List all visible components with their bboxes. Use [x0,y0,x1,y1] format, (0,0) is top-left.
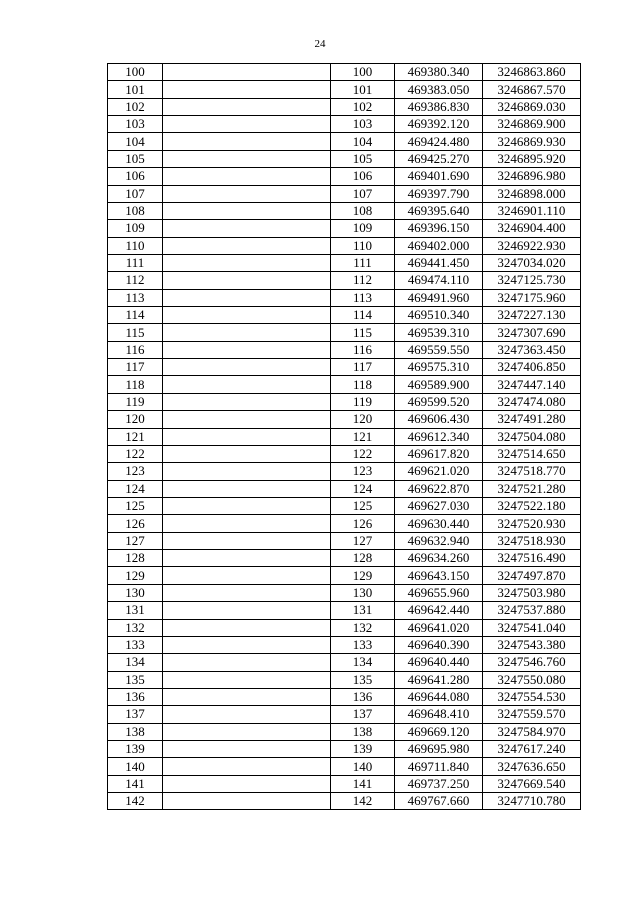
y-coordinate-cell: 3247497.870 [483,567,581,584]
x-coordinate-cell: 469395.640 [395,202,483,219]
y-coordinate-cell: 3247554.530 [483,688,581,705]
point-number-cell: 139 [108,741,163,758]
x-coordinate-cell: 469380.340 [395,64,483,81]
blank-cell [163,775,331,792]
point-number-cell: 120 [108,411,163,428]
point-number-cell: 101 [331,81,395,98]
y-coordinate-cell: 3247541.040 [483,619,581,636]
point-number-cell: 128 [331,550,395,567]
y-coordinate-cell: 3247363.450 [483,341,581,358]
blank-cell [163,515,331,532]
table-row [108,793,581,810]
table-row [108,758,581,775]
point-number-cell: 125 [331,497,395,514]
blank-cell [163,272,331,289]
point-number-cell: 131 [331,602,395,619]
blank-cell [163,654,331,671]
y-coordinate-cell: 3247522.180 [483,497,581,514]
point-number-cell: 119 [108,393,163,410]
point-number-cell: 118 [108,376,163,393]
blank-cell [163,64,331,81]
x-coordinate-cell: 469644.080 [395,688,483,705]
point-number-cell: 100 [331,64,395,81]
x-coordinate-cell: 469767.660 [395,793,483,810]
x-coordinate-cell: 469669.120 [395,723,483,740]
point-number-cell: 138 [331,723,395,740]
table-row [108,341,581,358]
point-number-cell: 139 [331,741,395,758]
x-coordinate-cell: 469642.440 [395,602,483,619]
coordinates-table [107,63,581,810]
table-row [108,550,581,567]
point-number-cell: 107 [108,185,163,202]
point-number-cell: 107 [331,185,395,202]
x-coordinate-cell: 469634.260 [395,550,483,567]
y-coordinate-cell: 3246901.110 [483,202,581,219]
point-number-cell: 119 [331,393,395,410]
point-number-cell: 131 [108,602,163,619]
point-number-cell: 127 [108,532,163,549]
point-number-cell: 114 [108,307,163,324]
blank-cell [163,341,331,358]
blank-cell [163,428,331,445]
blank-cell [163,741,331,758]
point-number-cell: 109 [331,220,395,237]
table-row [108,445,581,462]
table-row [108,220,581,237]
y-coordinate-cell: 3247227.130 [483,307,581,324]
table-row [108,480,581,497]
coordinates-table-body [108,64,581,810]
y-coordinate-cell: 3247537.880 [483,602,581,619]
point-number-cell: 115 [331,324,395,341]
x-coordinate-cell: 469474.110 [395,272,483,289]
x-coordinate-cell: 469606.430 [395,411,483,428]
blank-cell [163,584,331,601]
y-coordinate-cell: 3247518.930 [483,532,581,549]
y-coordinate-cell: 3247617.240 [483,741,581,758]
point-number-cell: 138 [108,723,163,740]
table-row [108,619,581,636]
blank-cell [163,116,331,133]
y-coordinate-cell: 3247406.850 [483,359,581,376]
y-coordinate-cell: 3247550.080 [483,671,581,688]
point-number-cell: 108 [331,202,395,219]
point-number-cell: 133 [108,636,163,653]
blank-cell [163,411,331,428]
table-row [108,706,581,723]
point-number-cell: 136 [108,688,163,705]
point-number-cell: 103 [108,116,163,133]
point-number-cell: 117 [108,359,163,376]
x-coordinate-cell: 469617.820 [395,445,483,462]
blank-cell [163,359,331,376]
x-coordinate-cell: 469641.020 [395,619,483,636]
point-number-cell: 141 [108,775,163,792]
point-number-cell: 135 [331,671,395,688]
blank-cell [163,706,331,723]
point-number-cell: 110 [331,237,395,254]
point-number-cell: 134 [331,654,395,671]
blank-cell [163,480,331,497]
blank-cell [163,324,331,341]
point-number-cell: 126 [331,515,395,532]
y-coordinate-cell: 3246898.000 [483,185,581,202]
table-row [108,497,581,514]
y-coordinate-cell: 3247175.960 [483,289,581,306]
point-number-cell: 120 [331,411,395,428]
point-number-cell: 128 [108,550,163,567]
table-row [108,237,581,254]
point-number-cell: 105 [108,150,163,167]
blank-cell [163,445,331,462]
y-coordinate-cell: 3247584.970 [483,723,581,740]
y-coordinate-cell: 3247474.080 [483,393,581,410]
y-coordinate-cell: 3246895.920 [483,150,581,167]
table-row [108,411,581,428]
point-number-cell: 109 [108,220,163,237]
point-number-cell: 106 [108,168,163,185]
y-coordinate-cell: 3247503.980 [483,584,581,601]
x-coordinate-cell: 469397.790 [395,185,483,202]
blank-cell [163,567,331,584]
blank-cell [163,463,331,480]
x-coordinate-cell: 469402.000 [395,237,483,254]
point-number-cell: 108 [108,202,163,219]
point-number-cell: 110 [108,237,163,254]
y-coordinate-cell: 3246869.900 [483,116,581,133]
y-coordinate-cell: 3247125.730 [483,272,581,289]
y-coordinate-cell: 3247543.380 [483,636,581,653]
point-number-cell: 113 [108,289,163,306]
y-coordinate-cell: 3246869.930 [483,133,581,150]
x-coordinate-cell: 469392.120 [395,116,483,133]
point-number-cell: 121 [108,428,163,445]
x-coordinate-cell: 469575.310 [395,359,483,376]
table-row [108,307,581,324]
point-number-cell: 129 [331,567,395,584]
table-row [108,64,581,81]
point-number-cell: 122 [108,445,163,462]
y-coordinate-cell: 3246863.860 [483,64,581,81]
point-number-cell: 133 [331,636,395,653]
table-row [108,272,581,289]
point-number-cell: 122 [331,445,395,462]
table-row [108,185,581,202]
table-row [108,532,581,549]
point-number-cell: 142 [108,793,163,810]
blank-cell [163,688,331,705]
point-number-cell: 137 [108,706,163,723]
x-coordinate-cell: 469621.020 [395,463,483,480]
x-coordinate-cell: 469630.440 [395,515,483,532]
x-coordinate-cell: 469648.410 [395,706,483,723]
x-coordinate-cell: 469695.980 [395,741,483,758]
point-number-cell: 111 [108,254,163,271]
x-coordinate-cell: 469622.870 [395,480,483,497]
table-row [108,324,581,341]
point-number-cell: 106 [331,168,395,185]
table-row [108,81,581,98]
blank-cell [163,133,331,150]
y-coordinate-cell: 3247034.020 [483,254,581,271]
x-coordinate-cell: 469737.250 [395,775,483,792]
y-coordinate-cell: 3246869.030 [483,98,581,115]
blank-cell [163,671,331,688]
point-number-cell: 116 [108,341,163,358]
y-coordinate-cell: 3246896.980 [483,168,581,185]
x-coordinate-cell: 469627.030 [395,497,483,514]
table-row [108,584,581,601]
point-number-cell: 136 [331,688,395,705]
table-row [108,688,581,705]
blank-cell [163,602,331,619]
table-row [108,775,581,792]
blank-cell [163,619,331,636]
x-coordinate-cell: 469632.940 [395,532,483,549]
blank-cell [163,202,331,219]
point-number-cell: 130 [331,584,395,601]
x-coordinate-cell: 469491.960 [395,289,483,306]
x-coordinate-cell: 469641.280 [395,671,483,688]
y-coordinate-cell: 3247504.080 [483,428,581,445]
point-number-cell: 127 [331,532,395,549]
x-coordinate-cell: 469559.550 [395,341,483,358]
x-coordinate-cell: 469655.960 [395,584,483,601]
point-number-cell: 114 [331,307,395,324]
table-row [108,254,581,271]
page-number: 24 [314,38,326,50]
y-coordinate-cell: 3247636.650 [483,758,581,775]
table-row [108,463,581,480]
blank-cell [163,532,331,549]
blank-cell [163,81,331,98]
y-coordinate-cell: 3246904.400 [483,220,581,237]
point-number-cell: 115 [108,324,163,341]
blank-cell [163,237,331,254]
y-coordinate-cell: 3247710.780 [483,793,581,810]
point-number-cell: 102 [108,98,163,115]
point-number-cell: 100 [108,64,163,81]
point-number-cell: 140 [108,758,163,775]
table-row [108,98,581,115]
x-coordinate-cell: 469711.840 [395,758,483,775]
point-number-cell: 105 [331,150,395,167]
x-coordinate-cell: 469640.440 [395,654,483,671]
point-number-cell: 104 [331,133,395,150]
blank-cell [163,185,331,202]
table-row [108,428,581,445]
table-row [108,602,581,619]
y-coordinate-cell: 3247518.770 [483,463,581,480]
table-row [108,654,581,671]
y-coordinate-cell: 3247516.490 [483,550,581,567]
point-number-cell: 134 [108,654,163,671]
y-coordinate-cell: 3246867.570 [483,81,581,98]
x-coordinate-cell: 469539.310 [395,324,483,341]
y-coordinate-cell: 3247491.280 [483,411,581,428]
table-row [108,289,581,306]
point-number-cell: 129 [108,567,163,584]
table-row [108,741,581,758]
blank-cell [163,376,331,393]
x-coordinate-cell: 469424.480 [395,133,483,150]
blank-cell [163,98,331,115]
table-row [108,116,581,133]
table-row [108,150,581,167]
point-number-cell: 103 [331,116,395,133]
point-number-cell: 140 [331,758,395,775]
point-number-cell: 132 [331,619,395,636]
table-row [108,671,581,688]
y-coordinate-cell: 3246922.930 [483,237,581,254]
point-number-cell: 104 [108,133,163,150]
x-coordinate-cell: 469640.390 [395,636,483,653]
point-number-cell: 102 [331,98,395,115]
point-number-cell: 123 [108,463,163,480]
blank-cell [163,758,331,775]
y-coordinate-cell: 3247546.760 [483,654,581,671]
y-coordinate-cell: 3247521.280 [483,480,581,497]
x-coordinate-cell: 469599.520 [395,393,483,410]
x-coordinate-cell: 469425.270 [395,150,483,167]
point-number-cell: 124 [331,480,395,497]
point-number-cell: 137 [331,706,395,723]
y-coordinate-cell: 3247447.140 [483,376,581,393]
table-row [108,168,581,185]
blank-cell [163,307,331,324]
table-row [108,723,581,740]
x-coordinate-cell: 469396.150 [395,220,483,237]
blank-cell [163,150,331,167]
table-row [108,376,581,393]
table-row [108,567,581,584]
blank-cell [163,393,331,410]
point-number-cell: 117 [331,359,395,376]
y-coordinate-cell: 3247520.930 [483,515,581,532]
table-row [108,515,581,532]
point-number-cell: 118 [331,376,395,393]
table-row [108,393,581,410]
blank-cell [163,254,331,271]
blank-cell [163,497,331,514]
point-number-cell: 101 [108,81,163,98]
blank-cell [163,168,331,185]
table-row [108,359,581,376]
point-number-cell: 142 [331,793,395,810]
point-number-cell: 141 [331,775,395,792]
x-coordinate-cell: 469612.340 [395,428,483,445]
point-number-cell: 123 [331,463,395,480]
table-row [108,202,581,219]
blank-cell [163,636,331,653]
point-number-cell: 112 [108,272,163,289]
point-number-cell: 125 [108,497,163,514]
point-number-cell: 130 [108,584,163,601]
blank-cell [163,220,331,237]
point-number-cell: 124 [108,480,163,497]
blank-cell [163,793,331,810]
x-coordinate-cell: 469589.900 [395,376,483,393]
point-number-cell: 113 [331,289,395,306]
x-coordinate-cell: 469401.690 [395,168,483,185]
x-coordinate-cell: 469441.450 [395,254,483,271]
table-row [108,636,581,653]
y-coordinate-cell: 3247307.690 [483,324,581,341]
blank-cell [163,723,331,740]
point-number-cell: 135 [108,671,163,688]
blank-cell [163,550,331,567]
point-number-cell: 121 [331,428,395,445]
point-number-cell: 126 [108,515,163,532]
point-number-cell: 132 [108,619,163,636]
x-coordinate-cell: 469643.150 [395,567,483,584]
x-coordinate-cell: 469386.830 [395,98,483,115]
y-coordinate-cell: 3247669.540 [483,775,581,792]
point-number-cell: 116 [331,341,395,358]
table-row [108,133,581,150]
x-coordinate-cell: 469510.340 [395,307,483,324]
y-coordinate-cell: 3247559.570 [483,706,581,723]
point-number-cell: 112 [331,272,395,289]
point-number-cell: 111 [331,254,395,271]
blank-cell [163,289,331,306]
y-coordinate-cell: 3247514.650 [483,445,581,462]
x-coordinate-cell: 469383.050 [395,81,483,98]
